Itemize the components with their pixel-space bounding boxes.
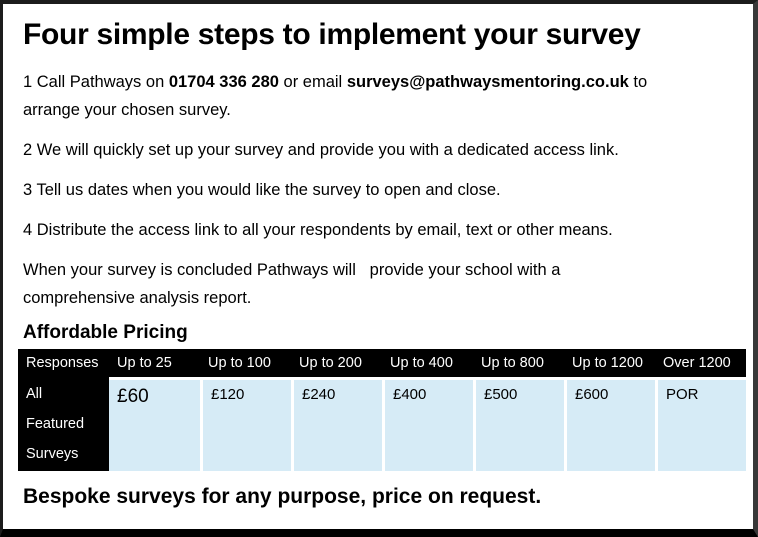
- pricing-table-data-row: [18, 377, 746, 471]
- email-address: surveys@pathwaysmentoring.co.uk: [346, 72, 629, 91]
- step-4-paragraph: 4 Distribute the access link to all your respondents by email, text or other means.: [23, 220, 613, 239]
- step-1-text-middle: or email: [278, 72, 347, 91]
- price-cell-up-to-100: £120: [200, 377, 291, 471]
- pricing-heading: Affordable Pricing: [23, 321, 188, 343]
- step-1-paragraph: [23, 68, 738, 124]
- column-header-up-to-800: Up to 800: [473, 349, 564, 377]
- step-3-paragraph: 3 Tell us dates when you would like the survey to open and close.: [23, 180, 501, 199]
- pricing-table-header-row: [18, 349, 746, 377]
- row-label-cell: [18, 377, 109, 471]
- price-cell-up-to-400: £400: [382, 377, 473, 471]
- column-header-up-to-1200: Up to 1200: [564, 349, 655, 377]
- column-header-over-1200: Over 1200: [655, 349, 746, 377]
- row-label-line-2: Surveys: [26, 446, 79, 463]
- conclusion-line-1: When your survey is concluded Pathways will provide your school with a: [23, 260, 561, 279]
- page-title: Four simple steps to implement your survey: [23, 18, 641, 51]
- column-header-up-to-25: Up to 25: [109, 349, 200, 377]
- column-header-up-to-400: Up to 400: [382, 349, 473, 377]
- row-label-line-1: All Featured: [26, 386, 85, 433]
- pricing-table: [18, 349, 746, 471]
- price-cell-over-1200: POR: [655, 377, 746, 471]
- column-header-up-to-100: Up to 100: [200, 349, 291, 377]
- column-header-up-to-200: Up to 200: [291, 349, 382, 377]
- price-cell-up-to-200: £240: [291, 377, 382, 471]
- price-cell-up-to-1200: £600: [564, 377, 655, 471]
- conclusion-paragraph: [23, 256, 738, 312]
- step-1-text-suffix: to: [628, 72, 648, 91]
- step-2-paragraph: 2 We will quickly set up your survey and provide you with a dedicated access link.: [23, 140, 619, 159]
- footer-note: Bespoke surveys for any purpose, price on request.: [23, 485, 542, 509]
- step-1-text-prefix: 1 Call Pathways on: [23, 72, 169, 91]
- conclusion-line-2: comprehensive analysis report.: [23, 288, 252, 307]
- column-header-responses: Responses: [18, 349, 109, 377]
- price-cell-up-to-25: £60: [109, 377, 200, 471]
- step-1-line-2: arrange your chosen survey.: [23, 100, 231, 119]
- phone-number: 01704 336 280: [168, 72, 279, 91]
- price-cell-up-to-800: £500: [473, 377, 564, 471]
